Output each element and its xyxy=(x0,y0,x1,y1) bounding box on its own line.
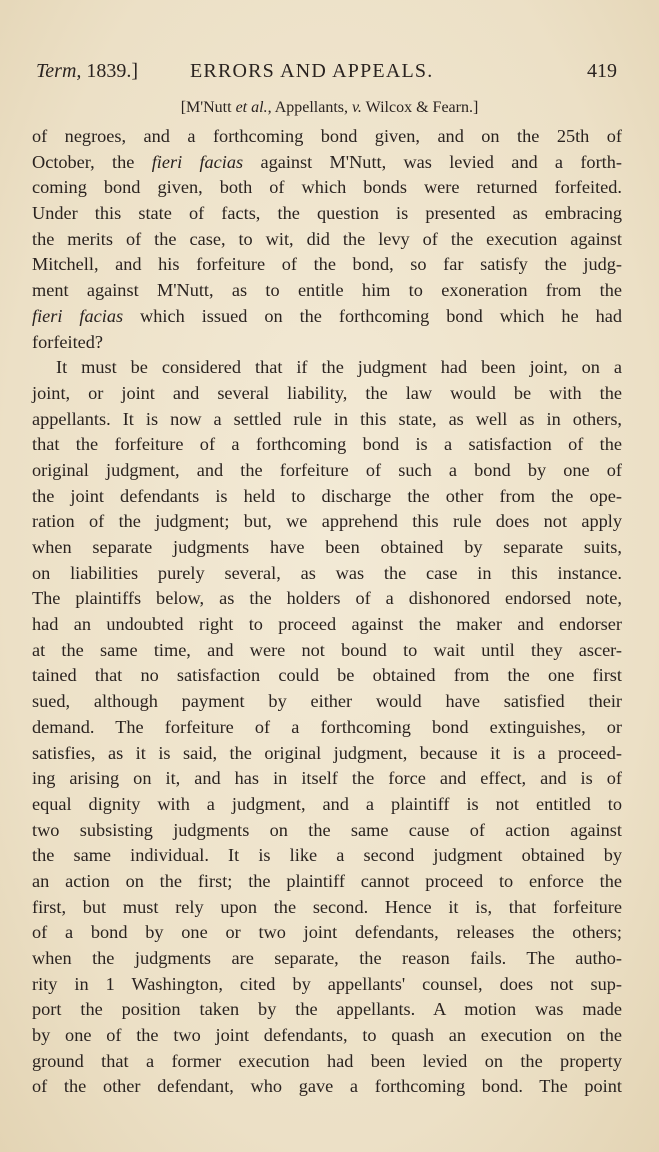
text-line: joint, or joint and several liability, the law would be with the xyxy=(32,382,622,403)
text-line: the merits of the case, to wit, did the levy of the execution against xyxy=(32,228,622,249)
caption-et-al: et al. xyxy=(235,99,268,116)
case-caption xyxy=(0,97,659,119)
text-line: ment against M'Nutt, as to entitle him to exoneration from the xyxy=(32,280,622,301)
text-span: October, the xyxy=(32,151,152,172)
text-line: equal dignity with a judgment, and a plaintiff is not entitled to xyxy=(32,793,622,814)
term-label xyxy=(36,56,138,86)
text-span: which issued on the forthcoming bond which he had xyxy=(123,305,622,326)
text-line: by one of the two joint defendants, to quash an execution on the xyxy=(32,1025,622,1046)
text-line: of a bond by one or two joint defendants, releases the others; xyxy=(32,922,622,943)
text-line: port the position taken by the appellants. A motion was made xyxy=(32,999,622,1020)
text-line xyxy=(32,150,622,176)
text-line: of the other defendant, who gave a forthcoming bond. The point xyxy=(32,1076,622,1097)
text-line: The plaintiffs below, as the holders of a dishonored endorsed note, xyxy=(32,588,622,609)
text-line: tained that no satisfaction could be obtained from the one first xyxy=(32,665,622,686)
text-line: demand. The forfeiture of a forthcoming bond extinguishes, or xyxy=(32,716,622,737)
caption-open: [M'Nutt xyxy=(180,99,236,116)
running-head xyxy=(36,56,617,86)
caption-middle: , Appellants, xyxy=(267,99,353,116)
text-line: at the same time, and were not bound to wait until they ascer- xyxy=(32,639,622,660)
running-title: ERRORS AND APPEALS. xyxy=(190,60,434,82)
text-line: forfeited? xyxy=(32,331,104,352)
page-number: 419 xyxy=(587,60,617,82)
text-line: that the forfeiture of a forthcoming bond is a satisfaction of the xyxy=(32,434,622,455)
text-line: original judgment, and the forfeiture of such a bond by one of xyxy=(32,459,622,480)
text-line: appellants. It is now a settled rule in this state, as well as in others, xyxy=(32,408,622,429)
text-line: an action on the first; the plaintiff cannot proceed to enforce the xyxy=(32,870,622,891)
caption-close: Wilcox & Fearn.] xyxy=(361,99,479,116)
text-line: two subsisting judgments on the same cause of action against xyxy=(32,819,622,840)
text-line: coming bond given, both of which bonds were returned forfeited. xyxy=(32,177,622,198)
text-line: the same individual. It is like a second judgment obtained by xyxy=(32,845,622,866)
caption-versus: v. xyxy=(352,99,362,116)
italic-term: fieri facias xyxy=(151,151,244,172)
text-line: on liabilities purely several, as was the case in this instance. xyxy=(32,562,622,583)
italic-term: fieri facias xyxy=(32,305,124,326)
text-line: satisfies, as it is said, the original judgment, because it is a proceed- xyxy=(32,742,622,763)
text-line: ration of the judgment; but, we apprehend this rule does not apply xyxy=(32,511,622,532)
text-line: ing arising on it, and has in itself the force and effect, and is of xyxy=(32,768,622,789)
text-line: when separate judgments have been obtained by separate suits, xyxy=(32,537,622,557)
term-year: 1839.] xyxy=(81,60,139,82)
text-line: It must be considered that if the judgment had been joint, on a xyxy=(56,357,622,378)
body-text xyxy=(32,124,622,1100)
text-line: had an undoubted right to proceed against the maker and endorser xyxy=(32,614,622,635)
text-line: Mitchell, and his forfeiture of the bond, so far satisfy the judg- xyxy=(32,254,622,275)
text-line: the joint defendants is held to discharge the other from the ope- xyxy=(32,485,622,506)
text-line: first, but must rely upon the second. Hence it is, that forfeiture xyxy=(32,896,622,917)
text-line: rity in 1 Washington, cited by appellants' counsel, does not sup- xyxy=(32,973,622,994)
text-line: sued, although payment by either would have satisfied their xyxy=(32,691,622,712)
text-line xyxy=(32,304,622,330)
term-word: Term, xyxy=(36,60,82,82)
text-line: ground that a former execution had been levied on the property xyxy=(32,1050,622,1071)
text-line: Under this state of facts, the question is presented as embracing xyxy=(32,203,622,224)
text-line: of negroes, and a forthcoming bond given, and on the 25th of xyxy=(32,126,622,146)
text-line: when the judgments are separate, the reason fails. The autho- xyxy=(32,948,622,968)
text-span: against M'Nutt, was levied and a forth- xyxy=(243,151,622,172)
